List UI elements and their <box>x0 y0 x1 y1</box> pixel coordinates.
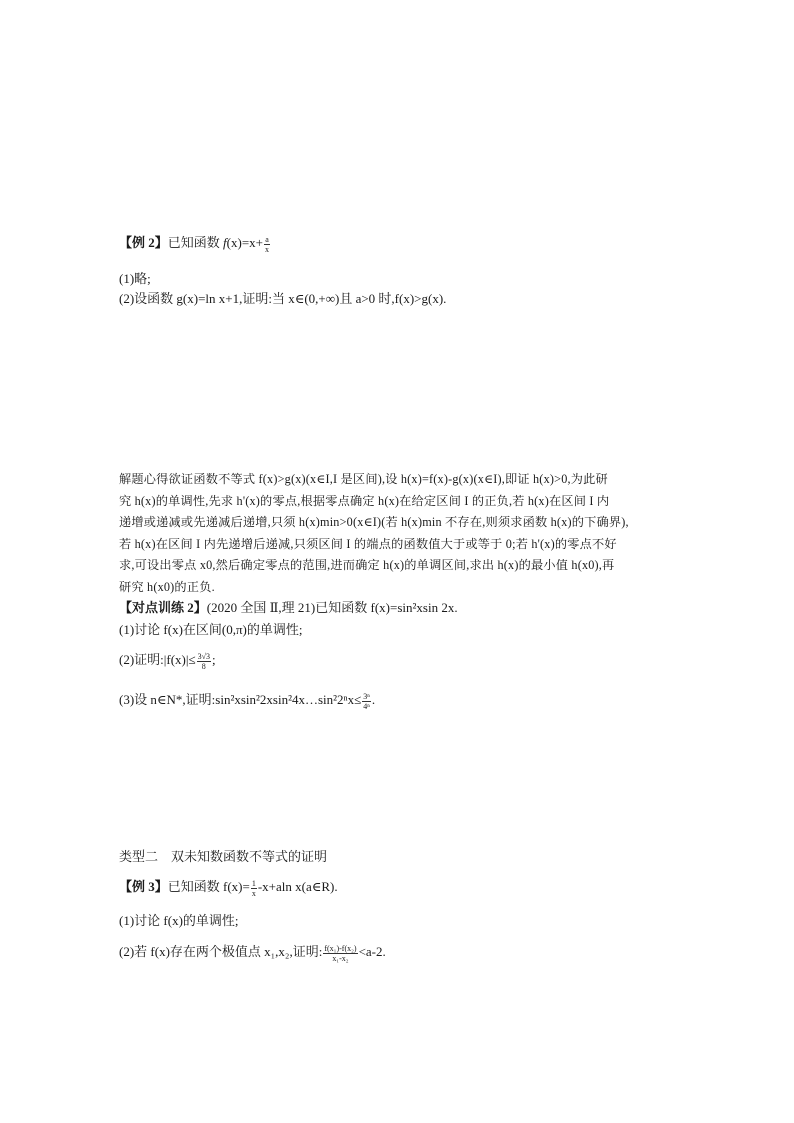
insight-line-2: 究 h(x)的单调性,先求 h'(x)的零点,根据零点确定 h(x)在给定区间 I 的正负,若 h(x)在区间 I 内 <box>119 493 610 508</box>
fraction-3root3-over-8: $\frac{3√3}{8}$ <box>197 651 210 671</box>
example-3-question-2: (2)若 f(x)存在两个极值点 x₁,x₂,证明: $\frac{\text{f(x₁)-f(x₂)}}{\text{x₁-x₂}}$ <a-2. <box>119 943 386 963</box>
drill-2-question-1: (1)讨论 f(x)在区间(0,π)的单调性; <box>119 622 303 637</box>
example-2-question-1: (1)略; <box>119 271 151 286</box>
drill-2-label: 【对点训练 2】 <box>119 600 207 615</box>
fraction-difference-quotient: $\frac{\text{f(x₁)-f(x₂)}}{\text{x₁-x₂}}$ <box>324 943 357 963</box>
insight-line-1: 解题心得欲证函数不等式 f(x)>g(x)(x∈I,I 是区间),设 h(x)=f(x)-g(x)(x∈I),即证 h(x)>0,为此研 <box>119 472 608 486</box>
drill-2-stem: 【对点训练 2】(2020 全国 Ⅱ,理 21)已知函数 f(x)=sin²xsin 2x. <box>119 600 458 615</box>
example-2-label: 【例 2】 <box>119 235 168 250</box>
type-2-heading: 类型二 双未知数函数不等式的证明 <box>119 849 328 864</box>
example-2-stem: 【例 2】已知函数 f(x)=x+ $\frac{a}{x}$ <box>119 234 269 254</box>
example-3-stem: 【例 3】已知函数 f(x)= $\frac{1}{x}$ -x+aln x(a∈R). <box>119 878 338 898</box>
fraction-a-over-x: $\frac{a}{x}$ <box>264 234 269 254</box>
example-3-question-1: (1)讨论 f(x)的单调性; <box>119 913 239 928</box>
example-3-label: 【例 3】 <box>119 879 168 894</box>
drill-2-question-3: (3)设 n∈N*,证明:sin²xsin²2xsin²4x…sin²2ⁿx≤ $\frac{\text{3ⁿ}}{\text{4ⁿ}}$ . <box>119 691 376 711</box>
fraction-1-over-x: $\frac{1}{x}$ <box>251 878 256 898</box>
drill-2-question-2: (2)证明:|f(x)|≤ $\frac{3√3}{8}$ ; <box>119 651 216 671</box>
example-2-question-2: (2)设函数 g(x)=ln x+1,证明:当 x∈(0,+∞)且 a>0 时,f(x)>g(x). <box>119 291 447 306</box>
fraction-3n-over-4n: $\frac{\text{3ⁿ}}{\text{4ⁿ}}$ <box>363 691 370 711</box>
insight-line-4: 若 h(x)在区间 I 内先递增后递减,只须区间 I 的端点的函数值大于或等于 0;若 h'(x)的零点不好 <box>119 536 617 551</box>
insight-line-6: 研究 h(x0)的正负. <box>119 579 215 594</box>
insight-line-5: 求,可设出零点 x0,然后确定零点的范围,进而确定 h(x)的单调区间,求出 h(x)的最小值 h(x0),再 <box>119 558 615 572</box>
solution-insight-paragraph <box>119 469 679 598</box>
insight-line-3: 递增或递减或先递减后递增,只须 h(x)min>0(x∈I)(若 h(x)min 不存在,则须求函数 h(x)的下确界), <box>119 515 629 529</box>
